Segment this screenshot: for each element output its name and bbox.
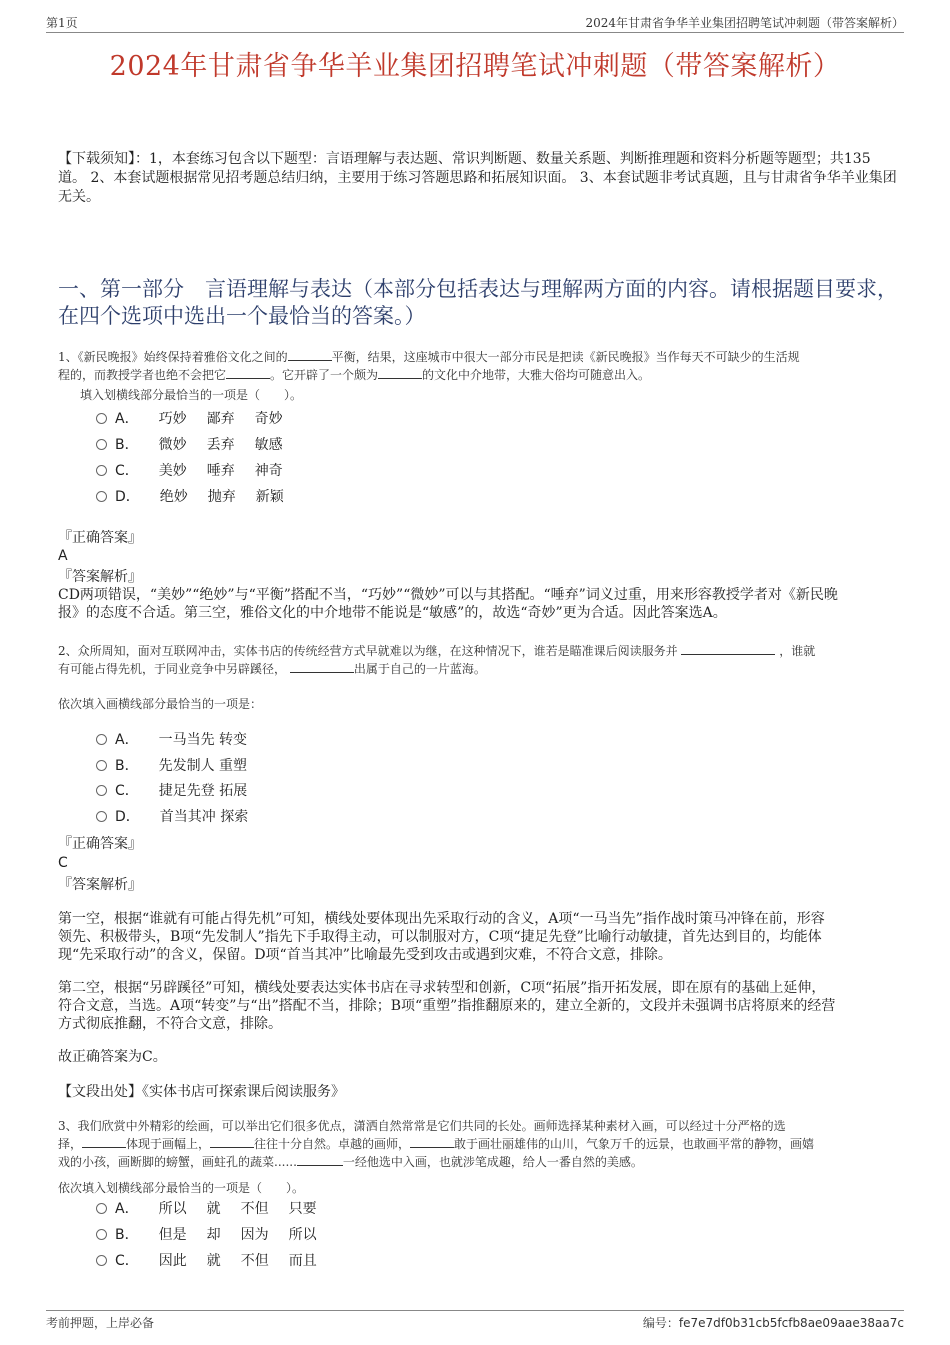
page-number: 第1页 [46, 16, 78, 30]
document-code: 编号：fe7e7df0b31cb5fcfb8ae09aae38aa7c [642, 1316, 904, 1330]
q1-analysis-label: 『答案解析』 [58, 569, 142, 585]
q1-option-d[interactable]: D． 绝妙 抛弃 新颖 [96, 488, 284, 506]
q2-analysis-para-2: 第二空，根据“另辟蹊径”可知，横线处要表达实体书店在寻求转型和创新，C项“拓展”指开拓发展，即在原有的基础上延伸， 符合文意，当选。A项“转变”与“出”搭配不当，排除；B项“重塑”指推翻原来的，建立全新的，文段并未强调书店将原来的经营 方式彻底推翻，不符合文意，排除。 [58, 980, 836, 1032]
radio-icon[interactable] [96, 785, 107, 796]
radio-icon[interactable] [96, 439, 107, 450]
radio-icon[interactable] [96, 1255, 107, 1266]
radio-icon[interactable] [96, 1229, 107, 1240]
section-heading: 一、第一部分 言语理解与表达（本部分包括表达与理解两方面的内容。请根据题目要求，在四个选项中选出一个最恰当的答案。） [58, 277, 898, 328]
q2-analysis-para-1: 第一空，根据“谁就有可能占得先机”可知，横线处要体现出先采取行动的含义，A项“一马当先”指作战时策马冲锋在前，形容 领先、积极带头，B项“先发制人”指先下手取得主动，可以制服对方，C项“捷足先登”比喻行动敏捷，首先达到目的，均能体 现“先采取行动”的含义，保留。D项“首当其冲”比喻最先受到攻击或遇到灾难，不符合文意，排除。 [58, 911, 825, 963]
header-rule [46, 32, 904, 33]
q2-conclusion: 故正确答案为C。 [58, 1049, 167, 1065]
question-3-stem: 3、我们欣赏中外精彩的绘画，可以举出它们很多优点，潇洒自然常常是它们共同的长处。画师选择某种素材入画，可以经过十分严格的选 择， 体现于画幅上， 往往十分自然。卓越的画师， 敢于画壮丽雄伟的山川，气象万千的远景，也敢画平常的静物，画嬉 戏的小孩，画断脚的螃蟹，画蛀孔的蔬菜...... 一经他选中入画，也就涉笔成趣，给人一番自然的美感。 [58, 1119, 815, 1169]
radio-icon[interactable] [96, 1203, 107, 1214]
q2-option-d[interactable]: D． 首当其冲 探索 [96, 808, 248, 826]
radio-icon[interactable] [96, 811, 107, 822]
q3-option-c[interactable]: C． 因此 就 不但 而且 [96, 1252, 317, 1270]
q1-analysis: CD两项错误，“美妙”“绝妙”与“平衡”搭配不当，“巧妙”“微妙”可以与其搭配。“唾弃”词义过重，用来形容教授学者对《新民晚 报》的态度不合适。第三空，雅俗文化的中介地带不能说是“敏感”的，故选“奇妙”更为合适。因此答案选A。 [58, 587, 838, 621]
radio-icon[interactable] [96, 491, 107, 502]
q3-option-a[interactable]: A． 所以 就 不但 只要 [96, 1200, 317, 1218]
radio-icon[interactable] [96, 734, 107, 745]
q2-answer: C [58, 855, 68, 871]
question-3-prompt: 依次填入划横线部分最恰当的一项是（ ）。 [58, 1181, 305, 1195]
q2-option-c[interactable]: C． 捷足先登 拓展 [96, 782, 247, 800]
footer-slogan: 考前押题，上岸必备 [46, 1316, 155, 1330]
question-2-stem: 2、众所周知，面对互联网冲击，实体书店的传统经营方式早就难以为继，在这种情况下，谁若是瞄准课后阅读服务并 ，谁就 有可能占得先机，于同业竞争中另辟蹊径， 出属于自己的一片蓝海。 [58, 644, 816, 676]
question-1-prompt: 填入划横线部分最恰当的一项是（ ）。 [80, 388, 303, 402]
q1-option-b[interactable]: B． 微妙 丢弃 敏感 [96, 436, 283, 454]
q1-answer: A [58, 548, 68, 564]
q2-option-b[interactable]: B． 先发制人 重塑 [96, 757, 247, 775]
question-1-stem: 1、《新民晚报》始终保持着雅俗文化之间的 平衡，结果，这座城市中很大一部分市民是把读《新民晚报》当作每天不可缺少的生活规 程的，而教授学者也绝不会把它 。它开辟了一个颇为 的文化中介地带，大雅大俗均可随意出入。 [58, 350, 800, 382]
q2-correct-label: 『正确答案』 [58, 836, 142, 852]
radio-icon[interactable] [96, 465, 107, 476]
q1-correct-label: 『正确答案』 [58, 530, 142, 546]
q1-option-a[interactable]: A． 巧妙 鄙弃 奇妙 [96, 410, 283, 428]
q2-analysis-label: 『答案解析』 [58, 877, 142, 893]
q2-option-a[interactable]: A． 一马当先 转变 [96, 731, 247, 749]
running-title: 2024年甘肃省争华羊业集团招聘笔试冲刺题（带答案解析） [585, 16, 904, 30]
radio-icon[interactable] [96, 413, 107, 424]
q1-option-c[interactable]: C． 美妙 唾弃 神奇 [96, 462, 283, 480]
q2-source: 【文段出处】《实体书店可探索课后阅读服务》 [58, 1084, 345, 1100]
footer-rule [46, 1310, 904, 1311]
radio-icon[interactable] [96, 760, 107, 771]
question-2-prompt: 依次填入画横线部分最恰当的一项是： [58, 697, 263, 711]
download-notice: 【下载须知】：1，本套练习包含以下题型：言语理解与表达题、常识判断题、数量关系题、判断推理题和资料分析题等题型；共135道。 2、本套试题根据常见招考题总结归纳，主要用于练习答题思路和拓展知识面。 3、本套试题非考试真题，且与甘肃省争华羊业集团无关。 [58, 151, 897, 205]
q3-option-b[interactable]: B． 但是 却 因为 所以 [96, 1226, 317, 1244]
document-title: 2024年甘肃省争华羊业集团招聘笔试冲刺题（带答案解析） [109, 51, 841, 82]
